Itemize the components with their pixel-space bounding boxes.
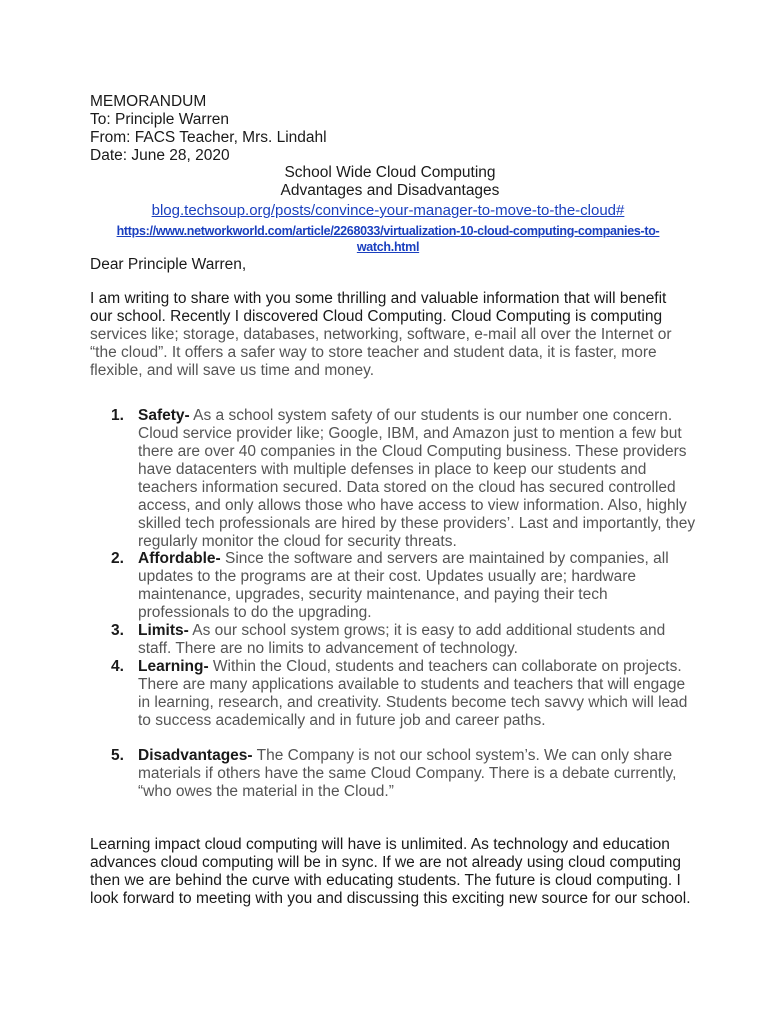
item-text: As our school system grows; it is easy to add additional students and staff. There are no limits to advancement of technology. [138,622,666,657]
salutation: Dear Principle Warren, [90,256,247,273]
item-number: 1. [111,407,124,424]
item-text: As a school system safety of our students is our number one concern. Cloud service provider like; Google, IBM, and Amazon just to mention a few but there are over 40 companies in the Cloud Computing business. These providers have datacenters with multiple defenses in place to keep our students and teachers information secured. Data stored on the cloud has secured controlled access, and only allows those who have access to view information. Also, highly skilled tech professionals are hired by these providers’. Last and importantly, they regularly monitor the cloud for security threats. [138,407,696,550]
item-number: 3. [111,622,124,639]
memo-title: School Wide Cloud Computing [284,164,496,181]
item-label: Limits- [138,622,189,639]
memo-header [90,93,690,165]
memo-date: Date: June 28, 2020 [90,147,230,164]
intro-paragraph [90,290,690,380]
item-label: Safety- [138,407,190,424]
item-text: Within the Cloud, students and teachers can collaborate on projects. There are many applications available to students and teachers that will engage in learning, research, and creativity. Students become tech savvy which will lead to success academically and in future job and career paths. [138,658,688,729]
memo-subtitle: Advantages and Disadvantages [280,182,500,199]
memo-titles [90,164,690,200]
networkworld-link[interactable]: https://www.networkworld.com/article/2268033/virtualization-10-cloud-computing-companies-to-watch.html [116,224,660,254]
memo-to: To: Principle Warren [90,111,229,128]
item-number: 2. [111,550,124,567]
item-number: 5. [111,747,124,764]
intro-text-grey: services like; storage, databases, networking, software, e-mail all over the Internet or “the cloud”. It offers a safer way to store teacher and student data, it is faster, more flexible, and will save us time and money. [90,326,672,379]
intro-text-dark: I am writing to share with you some thrilling and valuable information that will benefit our school. Recently I discovered Cloud Computing. Cloud Computing is computing [90,290,667,325]
closing-paragraph: Learning impact cloud computing will have is unlimited. As technology and education advances cloud computing will be in sync. If we are not already using cloud computing then we are behind the curve with educating students. The future is cloud computing. I look forward to meeting with you and discussing this exciting new source for our school. [90,836,691,907]
item-text: Since the software and servers are maintained by companies, all updates to the programs are at their cost. Updates usually are; hardware maintenance, upgrades, security maintenance, and paying their tech professionals to do the upgrading. [138,550,669,621]
reference-links [98,202,678,255]
item-label: Disadvantages- [138,747,253,764]
techsoup-link[interactable]: blog.techsoup.org/posts/convince-your-manager-to-move-to-the-cloud# [151,202,625,219]
memo-heading: MEMORANDUM [90,93,207,110]
item-label: Learning- [138,658,209,675]
item-text: The Company is not our school system’s. We can only share materials if others have the same Cloud Company. There is a debate currently, “who owes the material in the Cloud.” [138,747,677,800]
memo-from: From: FACS Teacher, Mrs. Lindahl [90,129,327,146]
item-label: Affordable- [138,550,221,567]
item-number: 4. [111,658,124,675]
